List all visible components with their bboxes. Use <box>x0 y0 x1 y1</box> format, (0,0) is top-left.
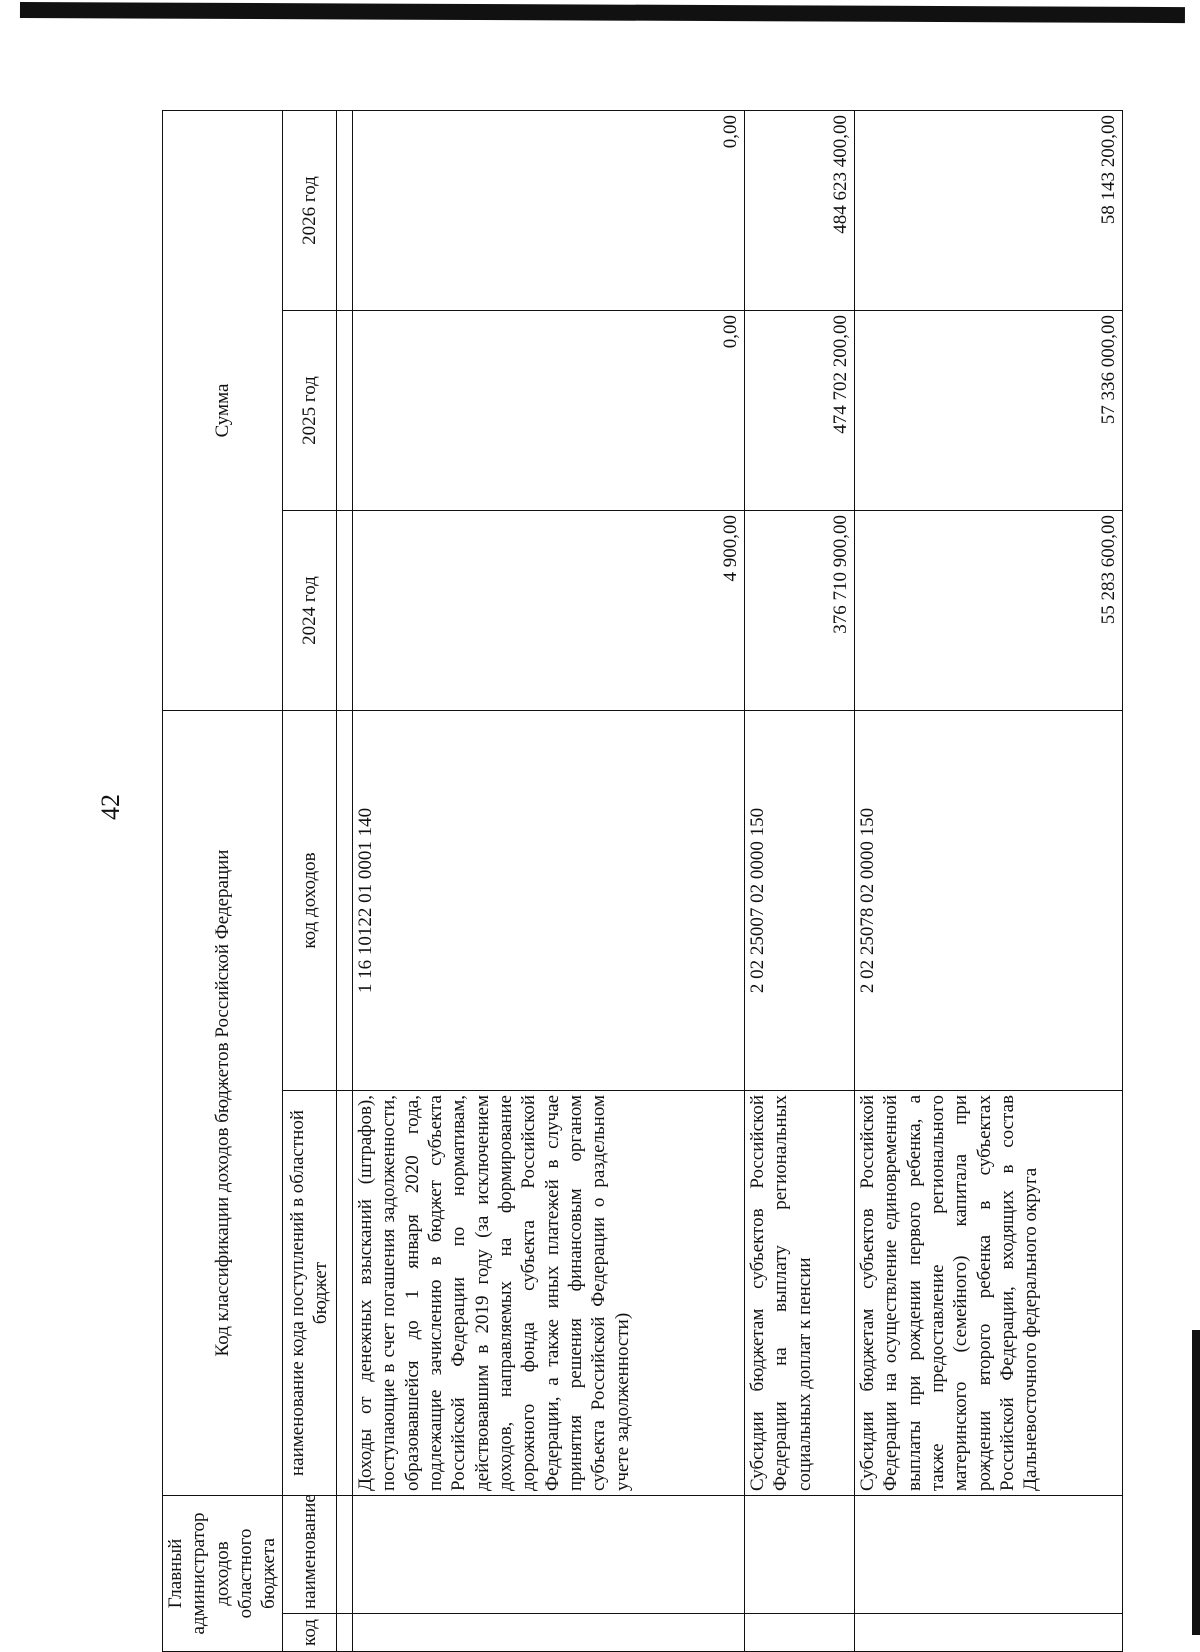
row-admin-code <box>854 1614 1122 1652</box>
table-row <box>744 111 854 1652</box>
revenue-classification-table <box>162 110 1123 1652</box>
row-amount-2025: 0,00 <box>352 311 744 511</box>
row-income-name: Доходы от денежных взысканий (штрафов), поступающие в счет погашения задолженности, образовавшейся до 1 января 2020 года, подлежащие зачислению в бюджет субъекта Российской Федерации по нормативам, действовавшим в 2019 году (за исключением доходов, направляемых на формирование дорожного фонда субъекта Российской Федерации, а также иных платежей в случае принятия решения финансовым органом субъекта Российской Федерации о раздельном учете задолженности) <box>352 1091 744 1496</box>
row-amount-2025: 474 702 200,00 <box>744 311 854 511</box>
header-col-income-code: код доходов <box>282 711 336 1091</box>
row-amount-2026: 484 623 400,00 <box>744 111 854 311</box>
row-amount-2025: 57 336 000,00 <box>854 311 1122 511</box>
row-amount-2024: 4 900,00 <box>352 511 744 711</box>
row-amount-2026: 58 143 200,00 <box>854 111 1122 311</box>
header-col-income-name: наименование кода поступлений в областной бюджет <box>282 1091 336 1496</box>
spacer-cell <box>336 711 352 1091</box>
header-col-name: наименование <box>282 1496 336 1614</box>
header-row-groups <box>163 111 283 1652</box>
row-income-code: 1 16 10122 01 0001 140 <box>352 711 744 1091</box>
spacer-cell <box>336 311 352 511</box>
spacer-cell <box>336 1496 352 1614</box>
header-sum-group: Сумма <box>163 111 283 711</box>
header-col-code: код <box>282 1614 336 1652</box>
row-admin-name <box>352 1496 744 1614</box>
page-number: 42 <box>96 794 125 820</box>
row-income-code: 2 02 25078 02 0000 150 <box>854 711 1122 1091</box>
spacer-cell <box>336 1091 352 1496</box>
rotated-table-sheet <box>162 111 1120 1652</box>
row-income-code: 2 02 25007 02 0000 150 <box>744 711 854 1091</box>
header-code-group: Код классификации доходов бюджетов Российской Федерации <box>163 711 283 1496</box>
row-amount-2024: 376 710 900,00 <box>744 511 854 711</box>
header-col-2025: 2025 год <box>282 311 336 511</box>
row-admin-code <box>352 1614 744 1652</box>
row-amount-2026: 0,00 <box>352 111 744 311</box>
row-income-name: Субсидии бюджетам субъектов Российской Федерации на выплату региональных социальных доплат к пенсии <box>744 1091 854 1496</box>
header-admin-group: Главный администратор доходов областного бюджета <box>163 1496 283 1652</box>
row-admin-code <box>744 1614 854 1652</box>
spacer-cell <box>336 1614 352 1652</box>
table-row <box>854 111 1122 1652</box>
header-col-2026: 2026 год <box>282 111 336 311</box>
spacer-cell <box>336 511 352 711</box>
row-amount-2024: 55 283 600,00 <box>854 511 1122 711</box>
scan-right-edge <box>1192 1330 1200 1635</box>
table-row <box>352 111 744 1652</box>
row-admin-name <box>744 1496 854 1614</box>
header-row-columns <box>282 111 336 1652</box>
header-col-2024: 2024 год <box>282 511 336 711</box>
scan-top-edge <box>20 2 1185 23</box>
row-admin-name <box>854 1496 1122 1614</box>
spacer-cell <box>336 111 352 311</box>
row-income-name: Субсидии бюджетам субъектов Российской Федерации на осуществление единовременной выплаты при рождении первого ребенка, а также предоставление регионального материнского (семейного) капитала при рождении второго ребенка в субъектах Российской Федерации, входящих в состав Дальневосточного федерального округа <box>854 1091 1122 1496</box>
header-spacer-row <box>336 111 352 1652</box>
